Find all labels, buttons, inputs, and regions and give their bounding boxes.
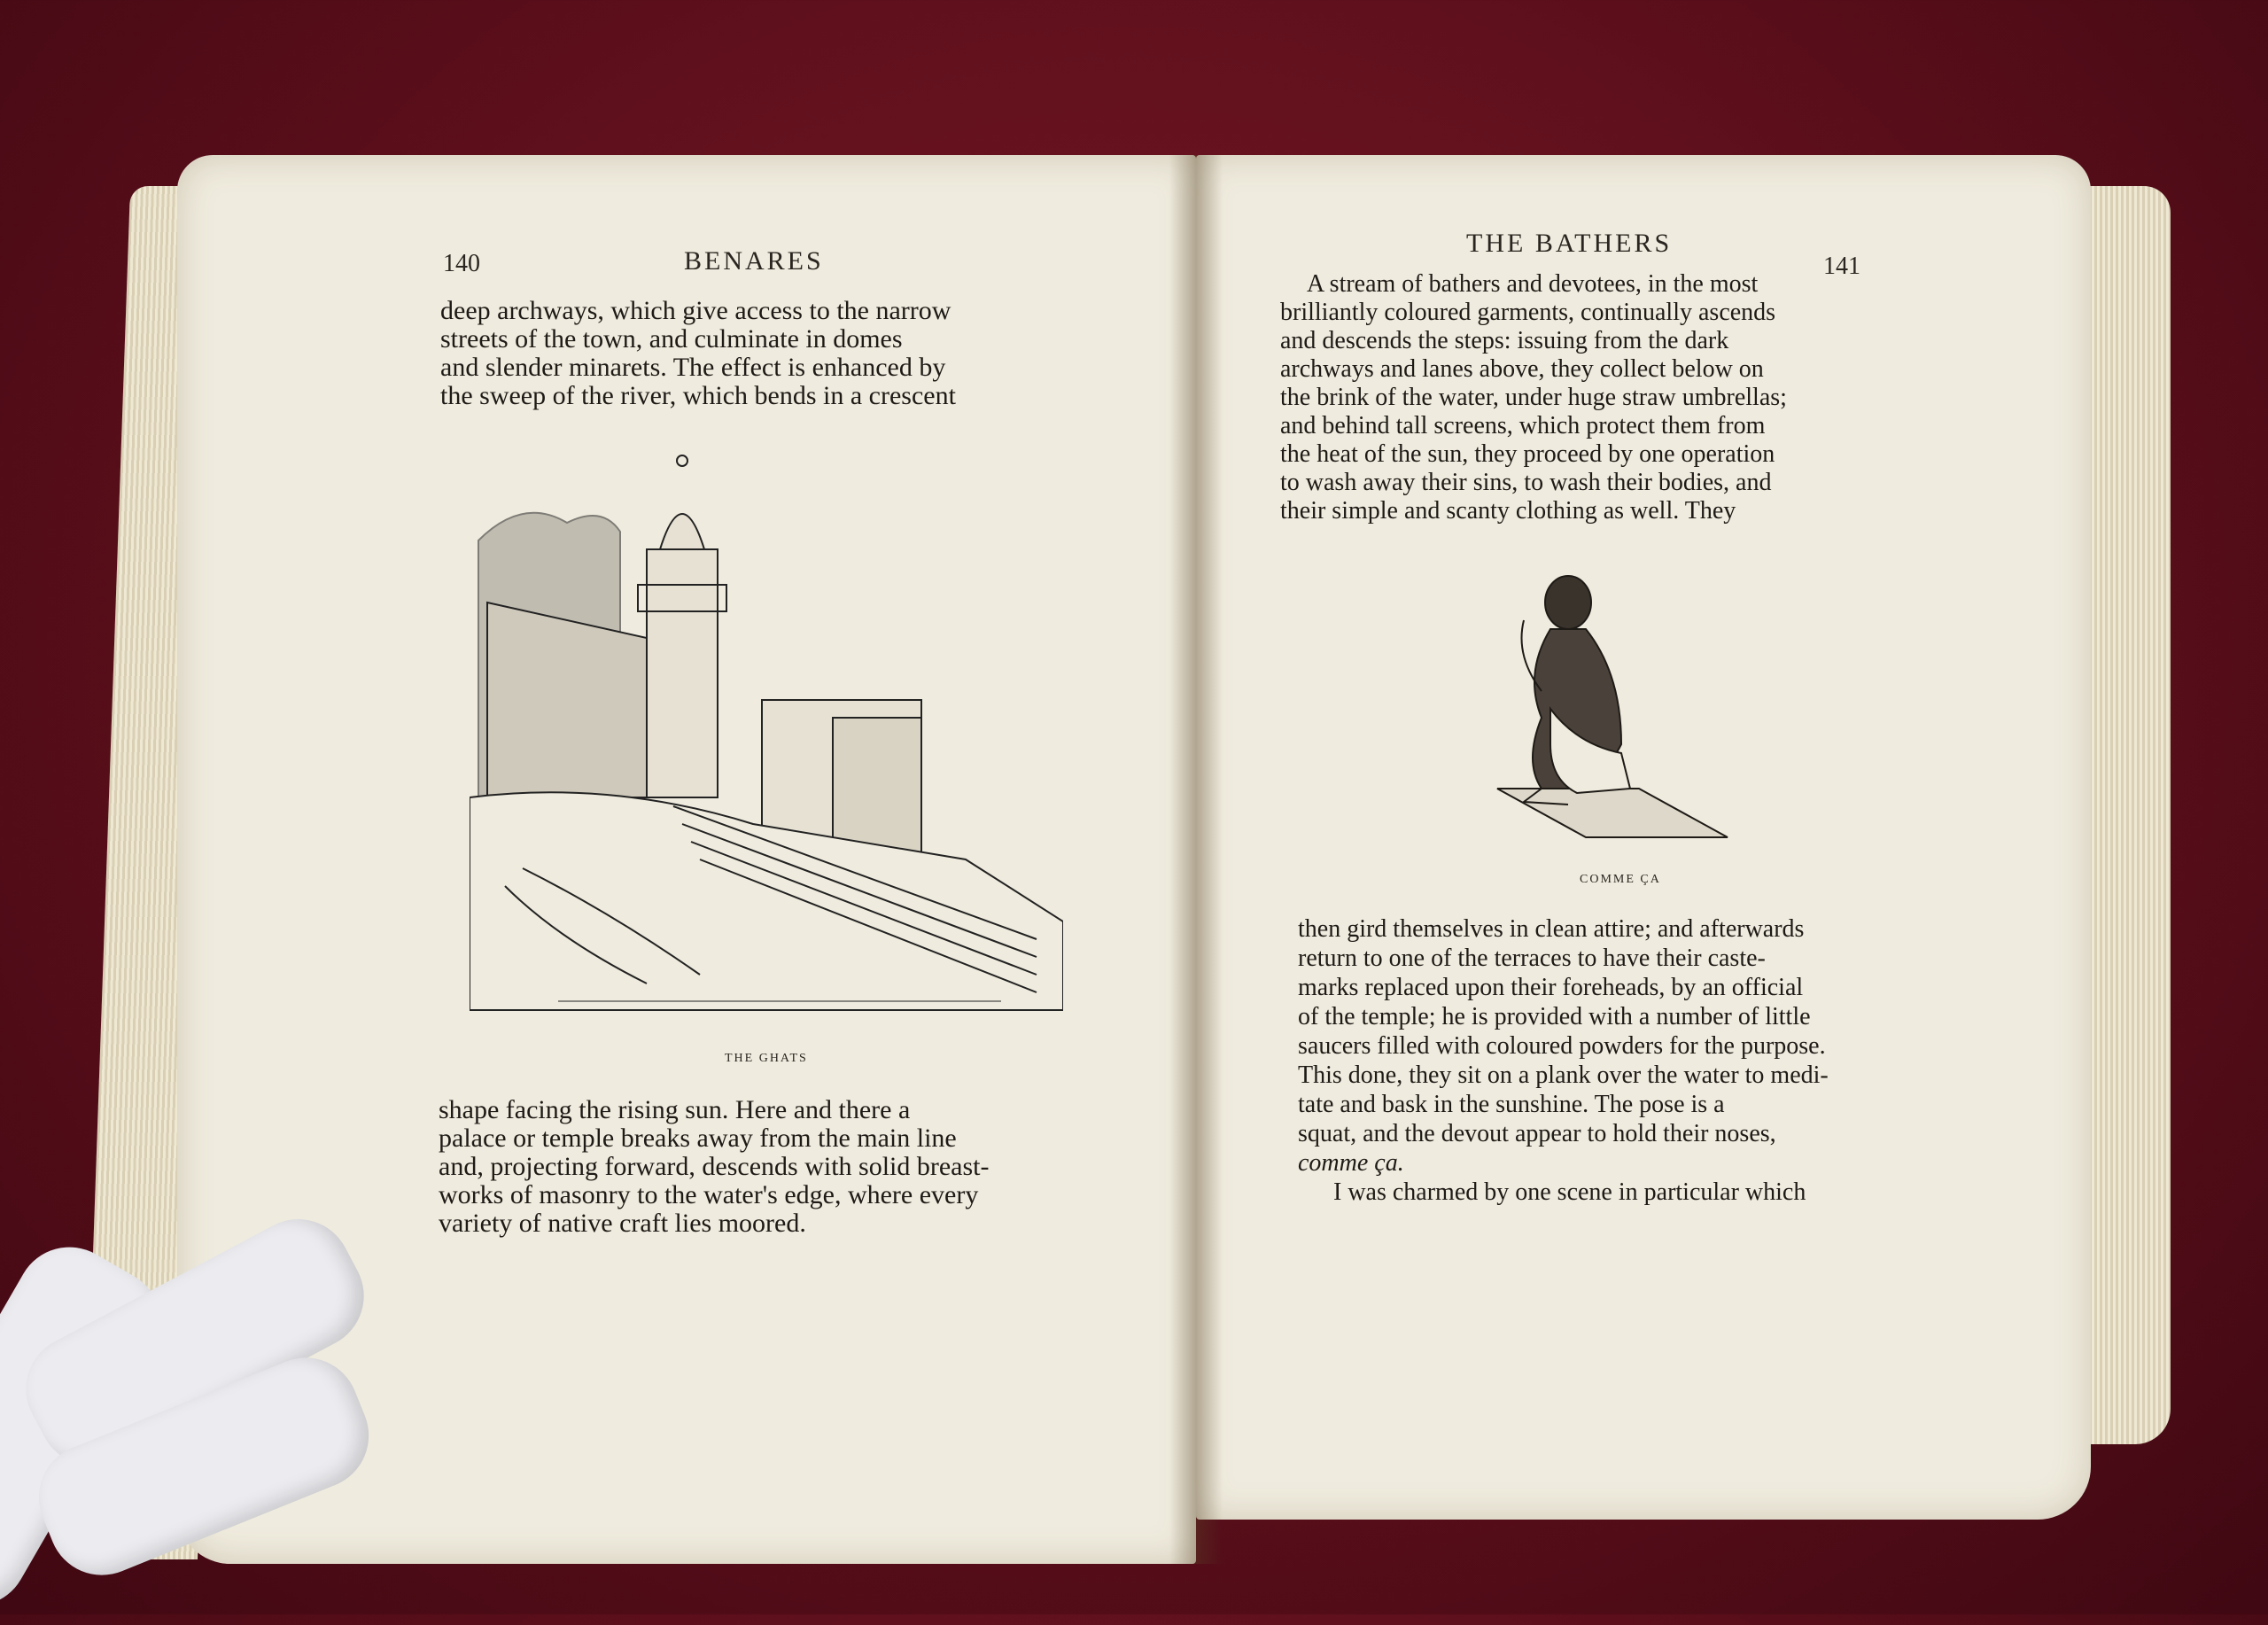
text-line: This done, they sit on a plank over the water to medi- xyxy=(1298,1061,1829,1089)
text-line: comme ça. xyxy=(1298,1149,1404,1177)
text-line: of the temple; he is provided with a number of little xyxy=(1298,1003,1811,1030)
left-running-head: BENARES xyxy=(684,246,824,276)
text-line: return to one of the terraces to have their caste- xyxy=(1298,945,1766,972)
text-line: and descends the steps: issuing from the dark xyxy=(1280,327,1729,354)
book-gutter xyxy=(1169,155,1223,1564)
bather-caption: COMME ÇA xyxy=(1580,873,1661,886)
text-line: squat, and the devout appear to hold their noses, xyxy=(1298,1120,1776,1147)
left-bottom-text xyxy=(439,1096,1090,1238)
right-bottom-text xyxy=(1298,914,1900,1207)
left-top-text xyxy=(440,297,1074,410)
right-page-number: 141 xyxy=(1823,253,1860,280)
right-top-text xyxy=(1280,270,1865,525)
bather-illustration xyxy=(1488,567,1736,859)
text-line: A stream of bathers and devotees, in the most xyxy=(1307,270,1759,298)
text-line: deep archways, which give access to the narrow xyxy=(440,296,951,325)
text-line: the sweep of the river, which bends in a crescent xyxy=(440,381,956,410)
text-line: shape facing the rising sun. Here and there a xyxy=(439,1095,911,1124)
ghats-caption: THE GHATS xyxy=(725,1052,808,1065)
text-line: the brink of the water, under huge straw umbrellas; xyxy=(1280,384,1787,411)
text-line: variety of native craft lies moored. xyxy=(439,1209,806,1238)
text-line: their simple and scanty clothing as well. They xyxy=(1280,497,1736,525)
text-line: saucers filled with coloured powders for the purpose. xyxy=(1298,1032,1826,1060)
text-line: works of masonry to the water's edge, where every xyxy=(439,1180,979,1209)
text-line: brilliantly coloured garments, continually ascends xyxy=(1280,299,1776,326)
text-line: marks replaced upon their foreheads, by an official xyxy=(1298,974,1804,1001)
text-line: streets of the town, and culminate in domes xyxy=(440,324,903,354)
text-line: and behind tall screens, which protect them from xyxy=(1280,412,1766,439)
ghats-illustration xyxy=(470,443,1063,1028)
text-line: palace or temple breaks away from the main line xyxy=(439,1124,957,1153)
text-line: tate and bask in the sunshine. The pose is a xyxy=(1298,1091,1725,1118)
text-line: and, projecting forward, descends with solid breast- xyxy=(439,1152,990,1181)
text-line: archways and lanes above, they collect below on xyxy=(1280,355,1764,383)
right-running-head: THE BATHERS xyxy=(1466,229,1673,258)
text-line: and slender minarets. The effect is enhanced by xyxy=(440,353,946,382)
text-line: the heat of the sun, they proceed by one operation xyxy=(1280,440,1775,468)
text-line: I was charmed by one scene in particular which xyxy=(1333,1178,1806,1206)
text-line: to wash away their sins, to wash their bodies, and xyxy=(1280,469,1772,496)
left-page-number: 140 xyxy=(443,250,480,277)
text-line: then gird themselves in clean attire; and afterwards xyxy=(1298,915,1805,943)
